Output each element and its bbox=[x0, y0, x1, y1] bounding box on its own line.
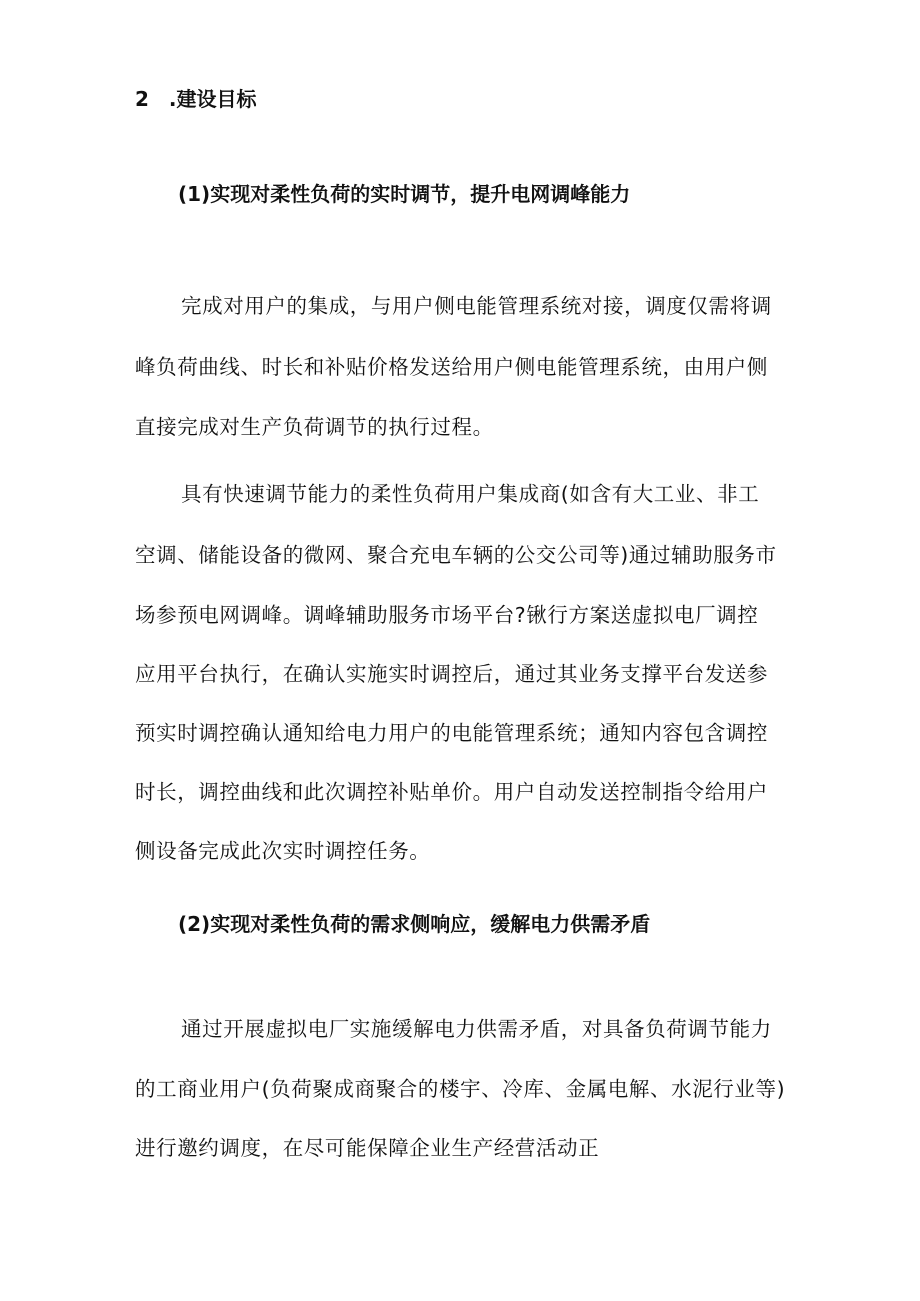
paragraph-line: 预实时调控确认通知给电力用户的电能管理系统；通知内容包含调控 bbox=[135, 721, 768, 745]
paragraph-line: 具有快速调节能力的柔性负荷用户集成商(如含有大工业、非工 bbox=[181, 482, 760, 506]
paragraph-line: 应用平台执行，在确认实施实时调控后，通过其业务支撑平台发送参 bbox=[135, 662, 768, 686]
paragraph-line: 场参预电网调峰。调峰辅助服务市场平台?锹行方案送虚拟电厂调控 bbox=[135, 603, 759, 627]
paragraph-line: 峰负荷曲线、时长和补贴价格发送给用户侧电能管理系统，由用户侧 bbox=[135, 355, 768, 379]
paragraph-line: 通过开展虚拟电厂实施缓解电力供需矛盾，对具备负荷调节能力 bbox=[181, 1017, 772, 1041]
paragraph-line: 进行邀约调度，在尽可能保障企业生产经营活动正 bbox=[135, 1136, 600, 1160]
paragraph-line: 直接完成对生产负荷调节的执行过程。 bbox=[135, 415, 494, 439]
subsection-1-title: (1)实现对柔性负荷的实时调节，提升电网调峰能力 bbox=[178, 182, 631, 206]
paragraph-line: 时长，调控曲线和此次调控补贴单价。用户自动发送控制指令给用户 bbox=[135, 780, 768, 804]
paragraph-line: 的工商业用户(负荷聚成商聚合的楼宇、冷库、金属电解、水泥行业等) bbox=[135, 1077, 786, 1101]
paragraph-line: 完成对用户的集成，与用户侧电能管理系统对接，调度仅需将调 bbox=[181, 294, 772, 318]
section-heading: 2 .建设目标 bbox=[135, 87, 257, 111]
paragraph-line: 侧设备完成此次实时调控任务。 bbox=[135, 839, 431, 863]
paragraph-line: 空调、储能设备的微网、聚合充电车辆的公交公司等)通过辅助服务市 bbox=[135, 543, 777, 567]
subsection-2-title: (2)实现对柔性负荷的需求侧响应，缓解电力供需矛盾 bbox=[178, 912, 651, 936]
